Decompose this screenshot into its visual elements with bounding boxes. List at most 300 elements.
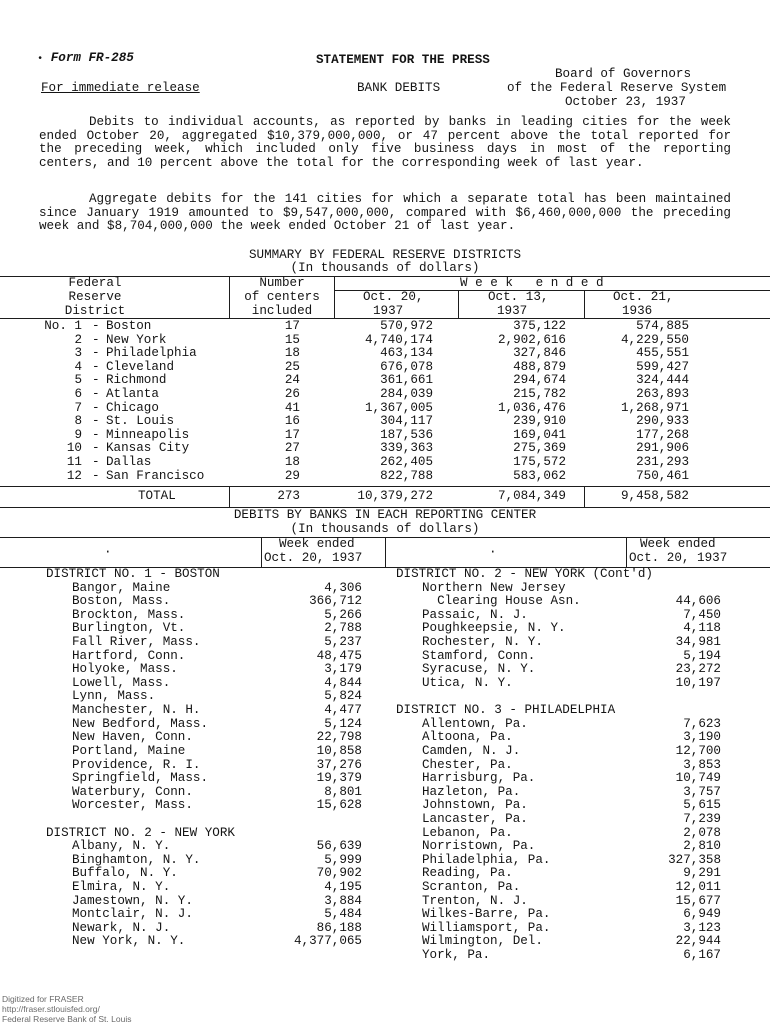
summary-divider	[334, 276, 335, 318]
value-week-2: 327,846	[513, 346, 566, 361]
center-value: 6,949	[683, 907, 721, 922]
center-name: Scranton, Pa.	[422, 880, 521, 895]
center-row	[385, 840, 770, 854]
district-header-text: DISTRICT NO. 2 - NEW YORK	[46, 825, 235, 840]
right-col-header-l2: Oct. 20, 1937	[629, 551, 728, 565]
district-header	[0, 568, 385, 582]
center-name: Stamford, Conn.	[422, 648, 536, 663]
summary-row	[0, 388, 770, 402]
center-name: Philadelphia, Pa.	[422, 852, 551, 867]
center-value: 12,011	[675, 880, 721, 895]
centers-count: 25	[284, 359, 300, 374]
summary-rows	[0, 320, 770, 483]
center-name: Elmira, N. Y.	[72, 880, 171, 895]
center-name: Albany, N. Y.	[72, 839, 171, 854]
center-value: 86,188	[316, 920, 362, 935]
center-value: 15,677	[675, 893, 721, 908]
value-week-3: 263,893	[636, 387, 689, 402]
week-1-year: 1937	[373, 304, 404, 318]
summary-subtitle: (In thousands of dollars)	[290, 261, 480, 275]
district-number: 6	[74, 387, 82, 402]
center-name: Rochester, N. Y.	[422, 635, 543, 650]
value-week-1: 463,134	[380, 346, 433, 361]
district-name: Atlanta	[106, 387, 159, 402]
center-row	[0, 922, 385, 936]
center-value: 34,981	[675, 635, 721, 650]
value-week-1: 361,661	[380, 373, 433, 388]
center-name: Lynn, Mass.	[72, 689, 156, 704]
summary-row	[0, 442, 770, 456]
summary-row	[0, 429, 770, 443]
value-week-1: 284,039	[380, 387, 433, 402]
summary-divider	[458, 290, 459, 318]
center-value: 5,615	[683, 798, 721, 813]
centers-count: 17	[284, 427, 300, 442]
center-name: Lancaster, Pa.	[422, 811, 528, 826]
centers-count: 16	[284, 414, 300, 429]
district-number: 8	[74, 414, 82, 429]
center-name: Jamestown, N. Y.	[72, 893, 193, 908]
press-title: STATEMENT FOR THE PRESS	[316, 53, 490, 67]
district-header	[385, 568, 770, 582]
right-col-header-l1: Week ended	[640, 537, 716, 551]
value-week-1: 262,405	[380, 455, 433, 470]
center-value: 22,798	[316, 730, 362, 745]
center-value: 44,606	[675, 594, 721, 609]
center-row	[0, 745, 385, 759]
center-row	[0, 636, 385, 650]
center-value: 3,853	[683, 757, 721, 772]
debits-divider	[261, 537, 262, 568]
debits-divider	[385, 537, 386, 568]
value-week-1: 339,363	[380, 441, 433, 456]
center-value: 3,190	[683, 730, 721, 745]
centers-count: 27	[284, 441, 300, 456]
center-value: 5,824	[324, 689, 362, 704]
center-name: Altoona, Pa.	[422, 730, 513, 745]
center-value: 56,639	[316, 839, 362, 854]
summary-row	[0, 402, 770, 416]
center-name: Reading, Pa.	[422, 866, 513, 881]
center-row	[385, 609, 770, 623]
week-3-date: Oct. 21,	[613, 290, 674, 304]
separator-dash: -	[92, 373, 100, 388]
value-week-1: 304,117	[380, 414, 433, 429]
separator-dash: -	[92, 414, 100, 429]
value-week-2: 294,674	[513, 373, 566, 388]
center-row	[0, 704, 385, 718]
center-row	[385, 622, 770, 636]
fraser-credit-3: Federal Reserve Bank of St. Louis	[2, 1014, 132, 1024]
centers-count: 26	[284, 387, 300, 402]
center-name: Camden, N. J.	[422, 743, 521, 758]
center-value: 4,195	[324, 880, 362, 895]
center-value: 22,944	[675, 934, 721, 949]
center-value: 4,477	[324, 703, 362, 718]
center-row	[385, 813, 770, 827]
center-name: Burlington, Vt.	[72, 621, 186, 636]
summary-row	[0, 470, 770, 484]
center-value: 8,801	[324, 784, 362, 799]
separator-dash: -	[92, 455, 100, 470]
col-centers-l3: included	[251, 304, 313, 318]
center-row	[0, 881, 385, 895]
center-row	[385, 718, 770, 732]
center-name: New York, N. Y.	[72, 934, 186, 949]
col-district-l3: District	[64, 304, 126, 318]
district-number: 11	[66, 455, 82, 470]
center-value: 10,858	[316, 743, 362, 758]
week-3-year: 1936	[622, 304, 653, 318]
total-week-1: 10,379,272	[357, 489, 433, 503]
center-name: Brockton, Mass.	[72, 607, 186, 622]
value-week-1: 570,972	[380, 319, 433, 333]
center-value: 23,272	[675, 662, 721, 677]
center-name: Syracuse, N. Y.	[422, 662, 536, 677]
center-name: Holyoke, Mass.	[72, 662, 178, 677]
center-value: 7,623	[683, 716, 721, 731]
center-value: 6,167	[683, 948, 721, 963]
center-row	[385, 595, 770, 609]
col-centers-l1: Number	[259, 276, 305, 290]
center-row	[0, 799, 385, 813]
release-date: October 23, 1937	[565, 95, 686, 109]
center-name: Portland, Maine	[72, 743, 186, 758]
center-name: Bangor, Maine	[72, 580, 171, 595]
center-name: Wilkes-Barre, Pa.	[422, 907, 551, 922]
week-ended-label: W e e k e n d e d	[460, 276, 604, 290]
summary-row	[0, 374, 770, 388]
center-row	[0, 908, 385, 922]
center-value: 5,194	[683, 648, 721, 663]
center-row	[385, 772, 770, 786]
value-week-2: 488,879	[513, 359, 566, 374]
bullet-mark: ·	[104, 545, 112, 559]
center-name: Fall River, Mass.	[72, 635, 201, 650]
center-row	[385, 799, 770, 813]
total-week-2: 7,084,349	[497, 489, 566, 503]
value-week-3: 574,885	[636, 319, 689, 333]
district-header-text: DISTRICT NO. 3 - PHILADELPHIA	[396, 703, 616, 718]
district-name: Dallas	[106, 455, 152, 470]
center-row	[0, 786, 385, 800]
center-name: Clearing House Asn.	[422, 594, 581, 609]
center-name: Trenton, N. J.	[422, 893, 528, 908]
center-row	[385, 922, 770, 936]
center-name: Allentown, Pa.	[422, 716, 528, 731]
release-label: For immediate release	[41, 81, 200, 95]
value-week-2: 2,902,616	[497, 332, 566, 347]
center-value: 12,700	[675, 743, 721, 758]
value-week-1: 676,078	[380, 359, 433, 374]
center-row	[385, 677, 770, 691]
center-value: 10,197	[675, 675, 721, 690]
centers-count: 17	[284, 319, 300, 333]
center-row	[0, 759, 385, 773]
center-value: 4,377,065	[293, 934, 362, 949]
center-value: 3,179	[324, 662, 362, 677]
center-row	[0, 582, 385, 596]
center-row	[385, 731, 770, 745]
center-value: 15,628	[316, 798, 362, 813]
separator-dash: -	[92, 468, 100, 483]
value-week-2: 275,369	[513, 441, 566, 456]
center-name: Waterbury, Conn.	[72, 784, 193, 799]
district-name: New York	[106, 332, 167, 347]
summary-title: SUMMARY BY FEDERAL RESERVE DISTRICTS	[248, 248, 522, 262]
value-week-2: 169,041	[513, 427, 566, 442]
summary-row	[0, 456, 770, 470]
total-centers: 273	[277, 489, 300, 503]
center-row	[0, 772, 385, 786]
separator-dash: -	[92, 332, 100, 347]
separator-dash: -	[92, 319, 100, 333]
center-value: 5,999	[324, 852, 362, 867]
center-row	[385, 908, 770, 922]
center-name: Binghamton, N. Y.	[72, 852, 201, 867]
debits-title: DEBITS BY BANKS IN EACH REPORTING CENTER	[233, 508, 537, 522]
district-header	[385, 704, 770, 718]
district-name: St. Louis	[106, 414, 175, 429]
center-name: Northern New Jersey	[422, 580, 566, 595]
district-name: Richmond	[106, 373, 167, 388]
center-name: Boston, Mass.	[72, 594, 171, 609]
paragraph-1: Debits to individual accounts, as reported by banks in leading cities for the week ended October 20, aggregated $10,379,000,000, or 47 percent above the total reported for the preceding week, which included only five business days in most of the reporting centers, and 10 percent above the total for the corresponding week of last year.	[39, 115, 731, 170]
center-row	[0, 650, 385, 664]
left-col-header-l2: Oct. 20, 1937	[264, 551, 363, 565]
center-value: 9,291	[683, 866, 721, 881]
center-value: 7,450	[683, 607, 721, 622]
summary-row	[0, 334, 770, 348]
district-header-text: DISTRICT NO. 2 - NEW YORK (Cont'd)	[396, 567, 653, 581]
center-row	[385, 650, 770, 664]
center-name: Hazleton, Pa.	[422, 784, 521, 799]
center-name: Harrisburg, Pa.	[422, 771, 536, 786]
center-row	[0, 677, 385, 691]
center-value: 70,902	[316, 866, 362, 881]
center-name: Worcester, Mass.	[72, 798, 193, 813]
total-label: TOTAL	[138, 489, 176, 503]
value-week-1: 4,740,174	[364, 332, 433, 347]
separator-dash: -	[92, 441, 100, 456]
district-name: Chicago	[106, 400, 159, 415]
center-value: 5,484	[324, 907, 362, 922]
center-name: Lowell, Mass.	[72, 675, 171, 690]
value-week-3: 4,229,550	[620, 332, 689, 347]
center-name: Poughkeepsie, N. Y.	[422, 621, 566, 636]
center-name: Buffalo, N. Y.	[72, 866, 178, 881]
district-header	[0, 827, 385, 841]
value-week-3: 290,933	[636, 414, 689, 429]
center-name: Wilmington, Del.	[422, 934, 543, 949]
debits-left-column	[0, 568, 385, 949]
district-number: 4	[74, 359, 82, 374]
paragraph-2: Aggregate debits for the 141 cities for which a separate total has been maintained since January 1919 amounted to $9,547,000,000, compared with $6,460,000,000 the preceding week and $8,704,000,000 the week ended October 21 of last year.	[39, 192, 731, 234]
value-week-3: 1,268,971	[620, 400, 689, 415]
district-name: Boston	[106, 319, 152, 333]
center-row	[385, 759, 770, 773]
separator-dash: -	[92, 427, 100, 442]
center-row	[385, 949, 770, 963]
center-row	[385, 582, 770, 596]
total-week-3: 9,458,582	[620, 489, 689, 503]
separator-dash: -	[92, 400, 100, 415]
center-value: 327,358	[668, 852, 721, 867]
center-row	[385, 935, 770, 949]
value-week-1: 187,536	[380, 427, 433, 442]
center-row	[0, 622, 385, 636]
center-name: Passaic, N. J.	[422, 607, 528, 622]
value-week-2: 175,572	[513, 455, 566, 470]
center-value: 37,276	[316, 757, 362, 772]
center-name: Manchester, N. H.	[72, 703, 201, 718]
summary-row	[0, 320, 770, 334]
value-week-3: 455,551	[636, 346, 689, 361]
center-row	[0, 867, 385, 881]
value-week-3: 750,461	[636, 468, 689, 483]
debits-right-column	[385, 568, 770, 963]
center-name: Williamsport, Pa.	[422, 920, 551, 935]
center-name: Springfield, Mass.	[72, 771, 209, 786]
fraser-url[interactable]: http://fraser.stlouisfed.org/	[2, 1004, 100, 1014]
center-row	[385, 881, 770, 895]
center-name: Montclair, N. J.	[72, 907, 193, 922]
center-value: 3,884	[324, 893, 362, 908]
district-number: 2	[74, 332, 82, 347]
center-value: 3,757	[683, 784, 721, 799]
value-week-3: 177,268	[636, 427, 689, 442]
center-value: 3,123	[683, 920, 721, 935]
org-line-2: of the Federal Reserve System	[507, 81, 727, 95]
centers-count: 15	[284, 332, 300, 347]
district-name: San Francisco	[106, 468, 205, 483]
center-row	[385, 895, 770, 909]
value-week-3: 324,444	[636, 373, 689, 388]
center-name: Norristown, Pa.	[422, 839, 536, 854]
value-week-3: 231,293	[636, 455, 689, 470]
district-number: 5	[74, 373, 82, 388]
center-row	[0, 854, 385, 868]
value-week-2: 583,062	[513, 468, 566, 483]
district-number: No. 1	[44, 319, 82, 333]
district-name: Minneapolis	[106, 427, 190, 442]
left-col-header-l1: Week ended	[279, 537, 355, 551]
centers-count: 41	[284, 400, 300, 415]
center-value: 48,475	[316, 648, 362, 663]
summary-row	[0, 361, 770, 375]
debits-subtitle: (In thousands of dollars)	[290, 522, 480, 536]
center-name: Utica, N. Y.	[422, 675, 513, 690]
col-district-l2: Reserve	[68, 290, 122, 304]
form-number: • Form FR-285	[37, 50, 134, 65]
center-name: Johnstown, Pa.	[422, 798, 528, 813]
centers-count: 18	[284, 346, 300, 361]
subject-label: BANK DEBITS	[357, 81, 441, 95]
center-value: 2,810	[683, 839, 721, 854]
week-2-year: 1937	[497, 304, 528, 318]
center-row	[385, 745, 770, 759]
center-value: 4,118	[683, 621, 721, 636]
value-week-2: 375,122	[513, 319, 566, 333]
center-value: 5,237	[324, 635, 362, 650]
center-row	[385, 786, 770, 800]
district-number: 10	[66, 441, 82, 456]
value-week-2: 1,036,476	[497, 400, 566, 415]
fraser-credit-1: Digitized for FRASER	[2, 994, 84, 1004]
bullet-mark: ·	[489, 545, 497, 559]
district-number: 9	[74, 427, 82, 442]
value-week-2: 239,910	[513, 414, 566, 429]
center-value: 7,239	[683, 811, 721, 826]
center-name: Hartford, Conn.	[72, 648, 186, 663]
org-line-1: Board of Governors	[555, 67, 692, 81]
center-value: 19,379	[316, 771, 362, 786]
center-value: 4,844	[324, 675, 362, 690]
week-2-date: Oct. 13,	[488, 290, 549, 304]
center-value: 5,124	[324, 716, 362, 731]
center-row	[0, 718, 385, 732]
district-number: 7	[74, 400, 82, 415]
value-week-1: 1,367,005	[364, 400, 433, 415]
spacer	[0, 813, 385, 827]
center-value: 2,078	[683, 825, 721, 840]
center-row	[385, 867, 770, 881]
separator-dash: -	[92, 359, 100, 374]
summary-row	[0, 415, 770, 429]
district-number: 3	[74, 346, 82, 361]
district-header-text: DISTRICT NO. 1 - BOSTON	[46, 567, 220, 581]
value-week-3: 291,906	[636, 441, 689, 456]
center-row	[385, 827, 770, 841]
col-district-l1: Federal	[68, 276, 122, 290]
center-value: 5,266	[324, 607, 362, 622]
center-name: New Haven, Conn.	[72, 730, 193, 745]
center-value: 4,306	[324, 580, 362, 595]
separator-dash: -	[92, 387, 100, 402]
separator-dash: -	[92, 346, 100, 361]
center-name: York, Pa.	[422, 948, 491, 963]
center-name: Chester, Pa.	[422, 757, 513, 772]
center-value: 2,788	[324, 621, 362, 636]
debits-divider	[626, 537, 627, 568]
center-row	[0, 731, 385, 745]
center-name: New Bedford, Mass.	[72, 716, 209, 731]
centers-count: 18	[284, 455, 300, 470]
summary-divider	[584, 290, 585, 318]
center-row	[0, 690, 385, 704]
center-row	[385, 854, 770, 868]
center-row	[0, 595, 385, 609]
center-row	[0, 895, 385, 909]
week-1-date: Oct. 20,	[363, 290, 424, 304]
center-row	[0, 840, 385, 854]
district-name: Kansas City	[106, 441, 190, 456]
center-row	[0, 663, 385, 677]
centers-count: 24	[284, 373, 300, 388]
district-name: Cleveland	[106, 359, 175, 374]
center-row	[385, 636, 770, 650]
centers-count: 29	[284, 468, 300, 483]
center-name: Providence, R. I.	[72, 757, 201, 772]
district-name: Philadelphia	[106, 346, 197, 361]
center-name: Lebanon, Pa.	[422, 825, 513, 840]
value-week-2: 215,782	[513, 387, 566, 402]
center-row	[0, 609, 385, 623]
col-centers-l2: of centers	[244, 290, 320, 304]
district-number: 12	[66, 468, 82, 483]
center-name: Newark, N. J.	[72, 920, 171, 935]
center-row	[0, 935, 385, 949]
